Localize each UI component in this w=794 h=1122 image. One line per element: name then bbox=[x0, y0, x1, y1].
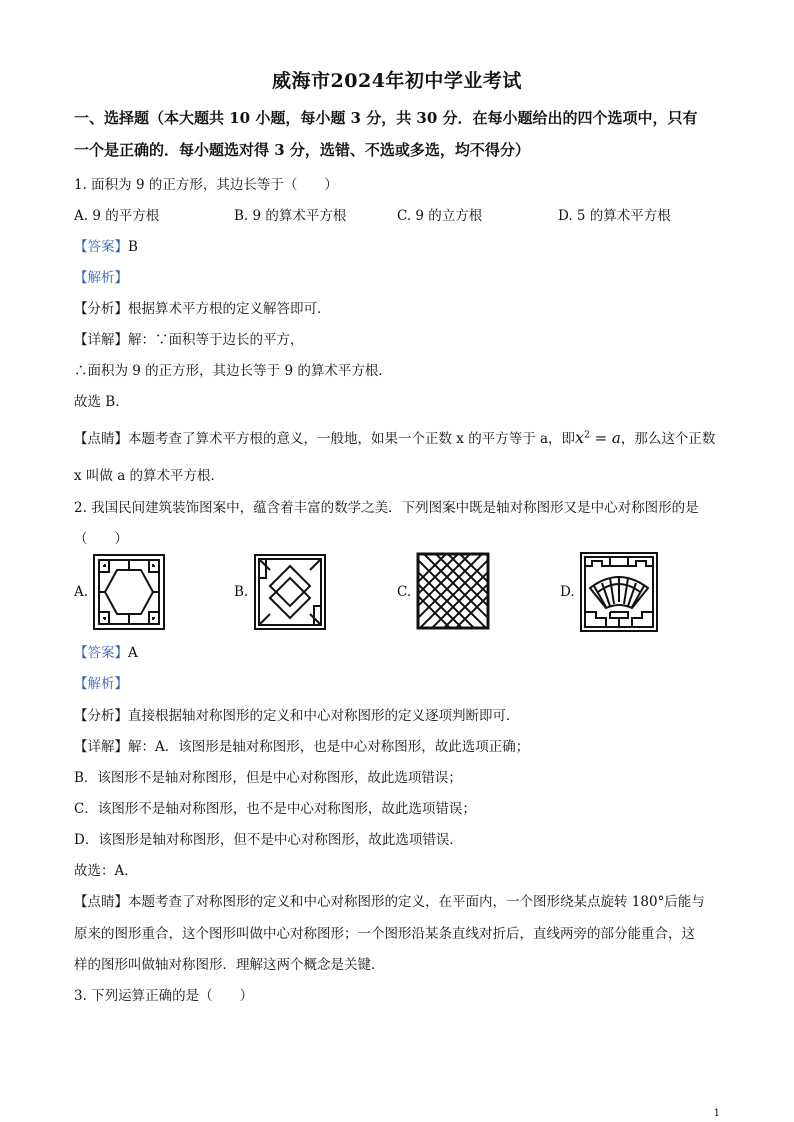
q1-answer bbox=[74, 235, 138, 255]
figure-a-hexagon-lattice bbox=[93, 554, 165, 630]
q2-option-b-explanation: B．该图形不是轴对称图形，但是中心对称图形，故此选项错误； bbox=[74, 770, 462, 786]
section-heading-line-1: 一、选择题（本大题共 10 小题，每小题 3 分，共 30 分．在每小题给出的四个选项中，只有 bbox=[74, 109, 698, 127]
page-number: 1 bbox=[713, 1108, 720, 1119]
q2-answer-value: A bbox=[128, 645, 138, 661]
q1-option-d: D. 5 的算术平方根 bbox=[558, 208, 671, 224]
answer-tag: 【答案】 bbox=[74, 645, 128, 661]
q2-answer bbox=[74, 641, 138, 661]
q1-stem: 1. 面积为 9 的正方形，其边长等于（ ） bbox=[74, 177, 338, 193]
q2-stem-line-1: 2. 我国民间建筑装饰图案中，蕴含着丰富的数学之美．下列图案中既是轴对称图形又是中心对称图形的是 bbox=[74, 500, 699, 516]
figure-b-interlock-lattice bbox=[254, 554, 326, 630]
figure-d-fan-lattice bbox=[580, 552, 658, 632]
q2-xiangjie bbox=[74, 735, 529, 755]
answer-tag: 【答案】 bbox=[74, 239, 128, 255]
q2-analysis-tag: 【解析】 bbox=[74, 676, 128, 692]
q2-option-d-explanation: D．该图形是轴对称图形，但不是中心对称图形，故此选项错误． bbox=[74, 832, 463, 848]
q2-dianjing-line-1 bbox=[74, 890, 705, 910]
q1-choose: 故选 B． bbox=[74, 394, 129, 410]
q2-figure-label-d: D. bbox=[560, 584, 575, 600]
fenxi-tag: 【分析】 bbox=[74, 708, 128, 724]
fenxi-tag: 【分析】 bbox=[74, 301, 128, 317]
q2-dianjing-line-3: 样的图形叫做轴对称图形．理解这两个概念是关键． bbox=[74, 957, 385, 973]
formula-base: x bbox=[575, 428, 585, 447]
q1-dianjing-line-2: x 叫做 a 的算术平方根． bbox=[74, 468, 225, 484]
q1-dianjing-line-1 bbox=[74, 427, 715, 447]
dianjing-tag: 【点睛】 bbox=[74, 431, 128, 447]
xiangjie-tag: 【详解】 bbox=[74, 739, 128, 755]
q1-dianjing-text: 本题考查了算术平方根的意义，一般地，如果一个正数 x 的平方等于 a，即 bbox=[128, 431, 576, 447]
figure-c-woven-lattice bbox=[416, 552, 490, 630]
q1-option-c: C. 9 的立方根 bbox=[397, 208, 483, 224]
q1-answer-value: B bbox=[128, 239, 138, 255]
xiangjie-tag: 【详解】 bbox=[74, 332, 128, 348]
q1-analysis-tag: 【解析】 bbox=[74, 270, 128, 286]
q1-dianjing-tail: ，那么这个正数 bbox=[620, 431, 716, 447]
formula-rest: = a bbox=[589, 429, 621, 447]
dianjing-tag: 【点睛】 bbox=[74, 894, 128, 910]
q2-figure-label-b: B. bbox=[234, 584, 249, 600]
page-title: 威海市2024年初中学业考试 bbox=[272, 70, 522, 92]
q2-choose: 故选：A． bbox=[74, 863, 138, 879]
q2-fenxi-text: 直接根据轴对称图形的定义和中心对称图形的定义逐项判断即可． bbox=[128, 708, 520, 724]
q1-xiangjie-text: 解：∵面积等于边长的平方， bbox=[128, 332, 304, 348]
q1-fenxi bbox=[74, 297, 331, 317]
formula-exponent: 2 bbox=[584, 430, 590, 441]
q2-figure-label-a: A. bbox=[74, 584, 89, 600]
q2-xiangjie-text: 解：A．该图形是轴对称图形，也是中心对称图形，故此选项正确； bbox=[128, 739, 530, 755]
q2-fenxi bbox=[74, 704, 520, 724]
q2-dianjing-text: 本题考查了对称图形的定义和中心对称图形的定义，在平面内，一个图形绕某点旋转 180°后能与 bbox=[128, 894, 705, 910]
q1-fenxi-text: 根据算术平方根的定义解答即可． bbox=[128, 301, 331, 317]
section-heading-line-2: 一个是正确的．每小题选对得 3 分，选错、不选或多选，均不得分） bbox=[74, 141, 530, 159]
q2-figure-label-c: C. bbox=[397, 584, 412, 600]
q2-stem-line-2: （ ） bbox=[74, 531, 128, 547]
q1-option-a: A. 9 的平方根 bbox=[74, 208, 160, 224]
q2-option-c-explanation: C．该图形不是轴对称图形，也不是中心对称图形，故此选项错误； bbox=[74, 801, 476, 817]
q3-stem: 3. 下列运算正确的是（ ） bbox=[74, 988, 254, 1004]
q2-dianjing-line-2: 原来的图形重合，这个图形叫做中心对称图形；一个图形沿某条直线对折后，直线两旁的部分能重合，这 bbox=[74, 926, 695, 942]
q1-detail-line: ∴面积为 9 的正方形，其边长等于 9 的算术平方根． bbox=[74, 363, 392, 379]
q1-option-b: B. 9 的算术平方根 bbox=[234, 208, 347, 224]
q1-xiangjie bbox=[74, 328, 304, 348]
